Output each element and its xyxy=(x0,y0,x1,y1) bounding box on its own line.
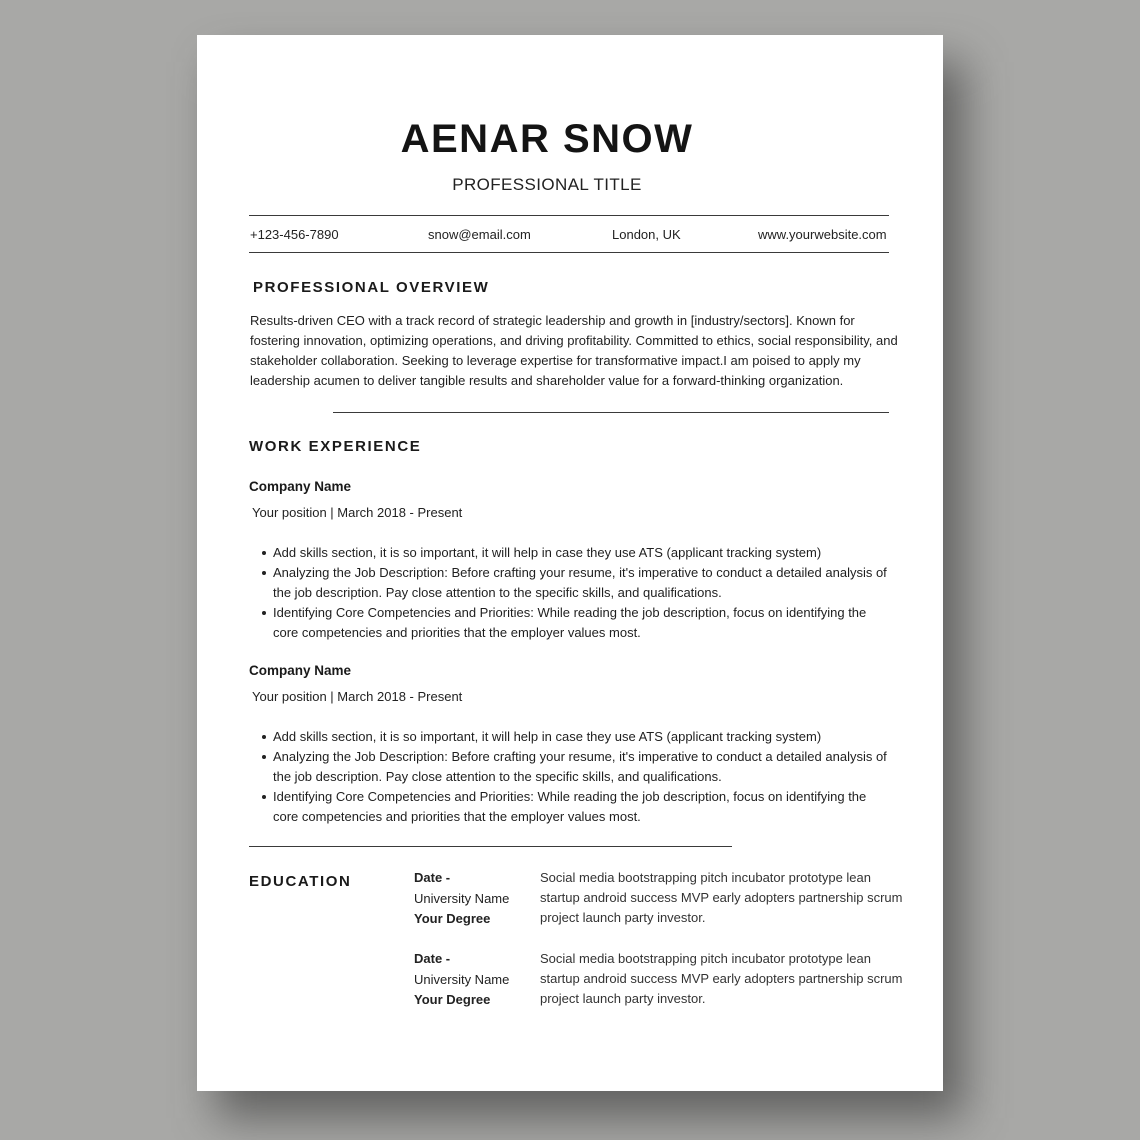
professional-title: PROFESSIONAL TITLE xyxy=(452,175,642,194)
divider-top xyxy=(249,215,889,216)
contact-website: www.yourwebsite.com xyxy=(758,227,887,242)
job-company: Company Name xyxy=(249,479,352,494)
contact-email: snow@email.com xyxy=(428,227,531,242)
overview-heading: PROFESSIONAL OVERVIEW xyxy=(253,279,490,296)
job-company: Company Name xyxy=(249,663,352,678)
education-heading: EDUCATION xyxy=(249,873,352,890)
resume-page xyxy=(197,35,943,1091)
job-bullet: Analyzing the Job Description: Before crafting your resume, it's imperative to conduct a detailed analysis of the job description. Pay close attention to the specific skills, and qualifications. xyxy=(273,563,893,603)
job-bullet: Identifying Core Competencies and Priorities: While reading the job description, focus on identifying the core competencies and priorities that the employer values most. xyxy=(273,787,893,827)
education-degree: Your Degree xyxy=(414,992,491,1007)
job-bullets xyxy=(273,727,893,827)
experience-heading: WORK EXPERIENCE xyxy=(249,438,422,455)
job-bullet: Analyzing the Job Description: Before crafting your resume, it's imperative to conduct a detailed analysis of the job description. Pay close attention to the specific skills, and qualifications. xyxy=(273,747,893,787)
job-bullet: Identifying Core Competencies and Priorities: While reading the job description, focus on identifying the core competencies and priorities that the employer values most. xyxy=(273,603,893,643)
divider-contact xyxy=(249,252,889,253)
education-university: University Name xyxy=(414,890,510,906)
education-description: Social media bootstrapping pitch incubator prototype lean startup android success MVP early adopters partnership scrum project launch party investor. xyxy=(540,870,903,925)
divider-experience xyxy=(249,846,732,847)
job-position: Your position | March 2018 - Present xyxy=(252,689,463,704)
education-university: University Name xyxy=(414,971,510,987)
education-degree: Your Degree xyxy=(414,911,491,926)
job-position: Your position | March 2018 - Present xyxy=(252,505,463,520)
contact-location: London, UK xyxy=(612,227,681,242)
job-bullets xyxy=(273,543,893,643)
job-bullet: Add skills section, it is so important, it will help in case they use ATS (applicant tracking system) xyxy=(273,727,893,747)
job-bullet: Add skills section, it is so important, it will help in case they use ATS (applicant tracking system) xyxy=(273,543,893,563)
education-description: Social media bootstrapping pitch incubator prototype lean startup android success MVP early adopters partnership scrum project launch party investor. xyxy=(540,951,903,1006)
candidate-name: AENAR SNOW xyxy=(400,117,694,161)
divider-overview xyxy=(333,412,889,413)
contact-phone: +123-456-7890 xyxy=(250,227,339,242)
overview-text: Results-driven CEO with a track record of strategic leadership and growth in [industry/sectors]. Known for fostering innovation, optimizing operations, and driving profitability. Committed to ethics, social responsibility, and stakeholder collaboration. Seeking to leverage expertise for transformative impact.I am poised to apply my leadership acumen to deliver tangible results and shareholder value for a forward-thinking organization. xyxy=(250,313,898,388)
education-date: Date - xyxy=(414,870,451,885)
education-date: Date - xyxy=(414,951,451,966)
